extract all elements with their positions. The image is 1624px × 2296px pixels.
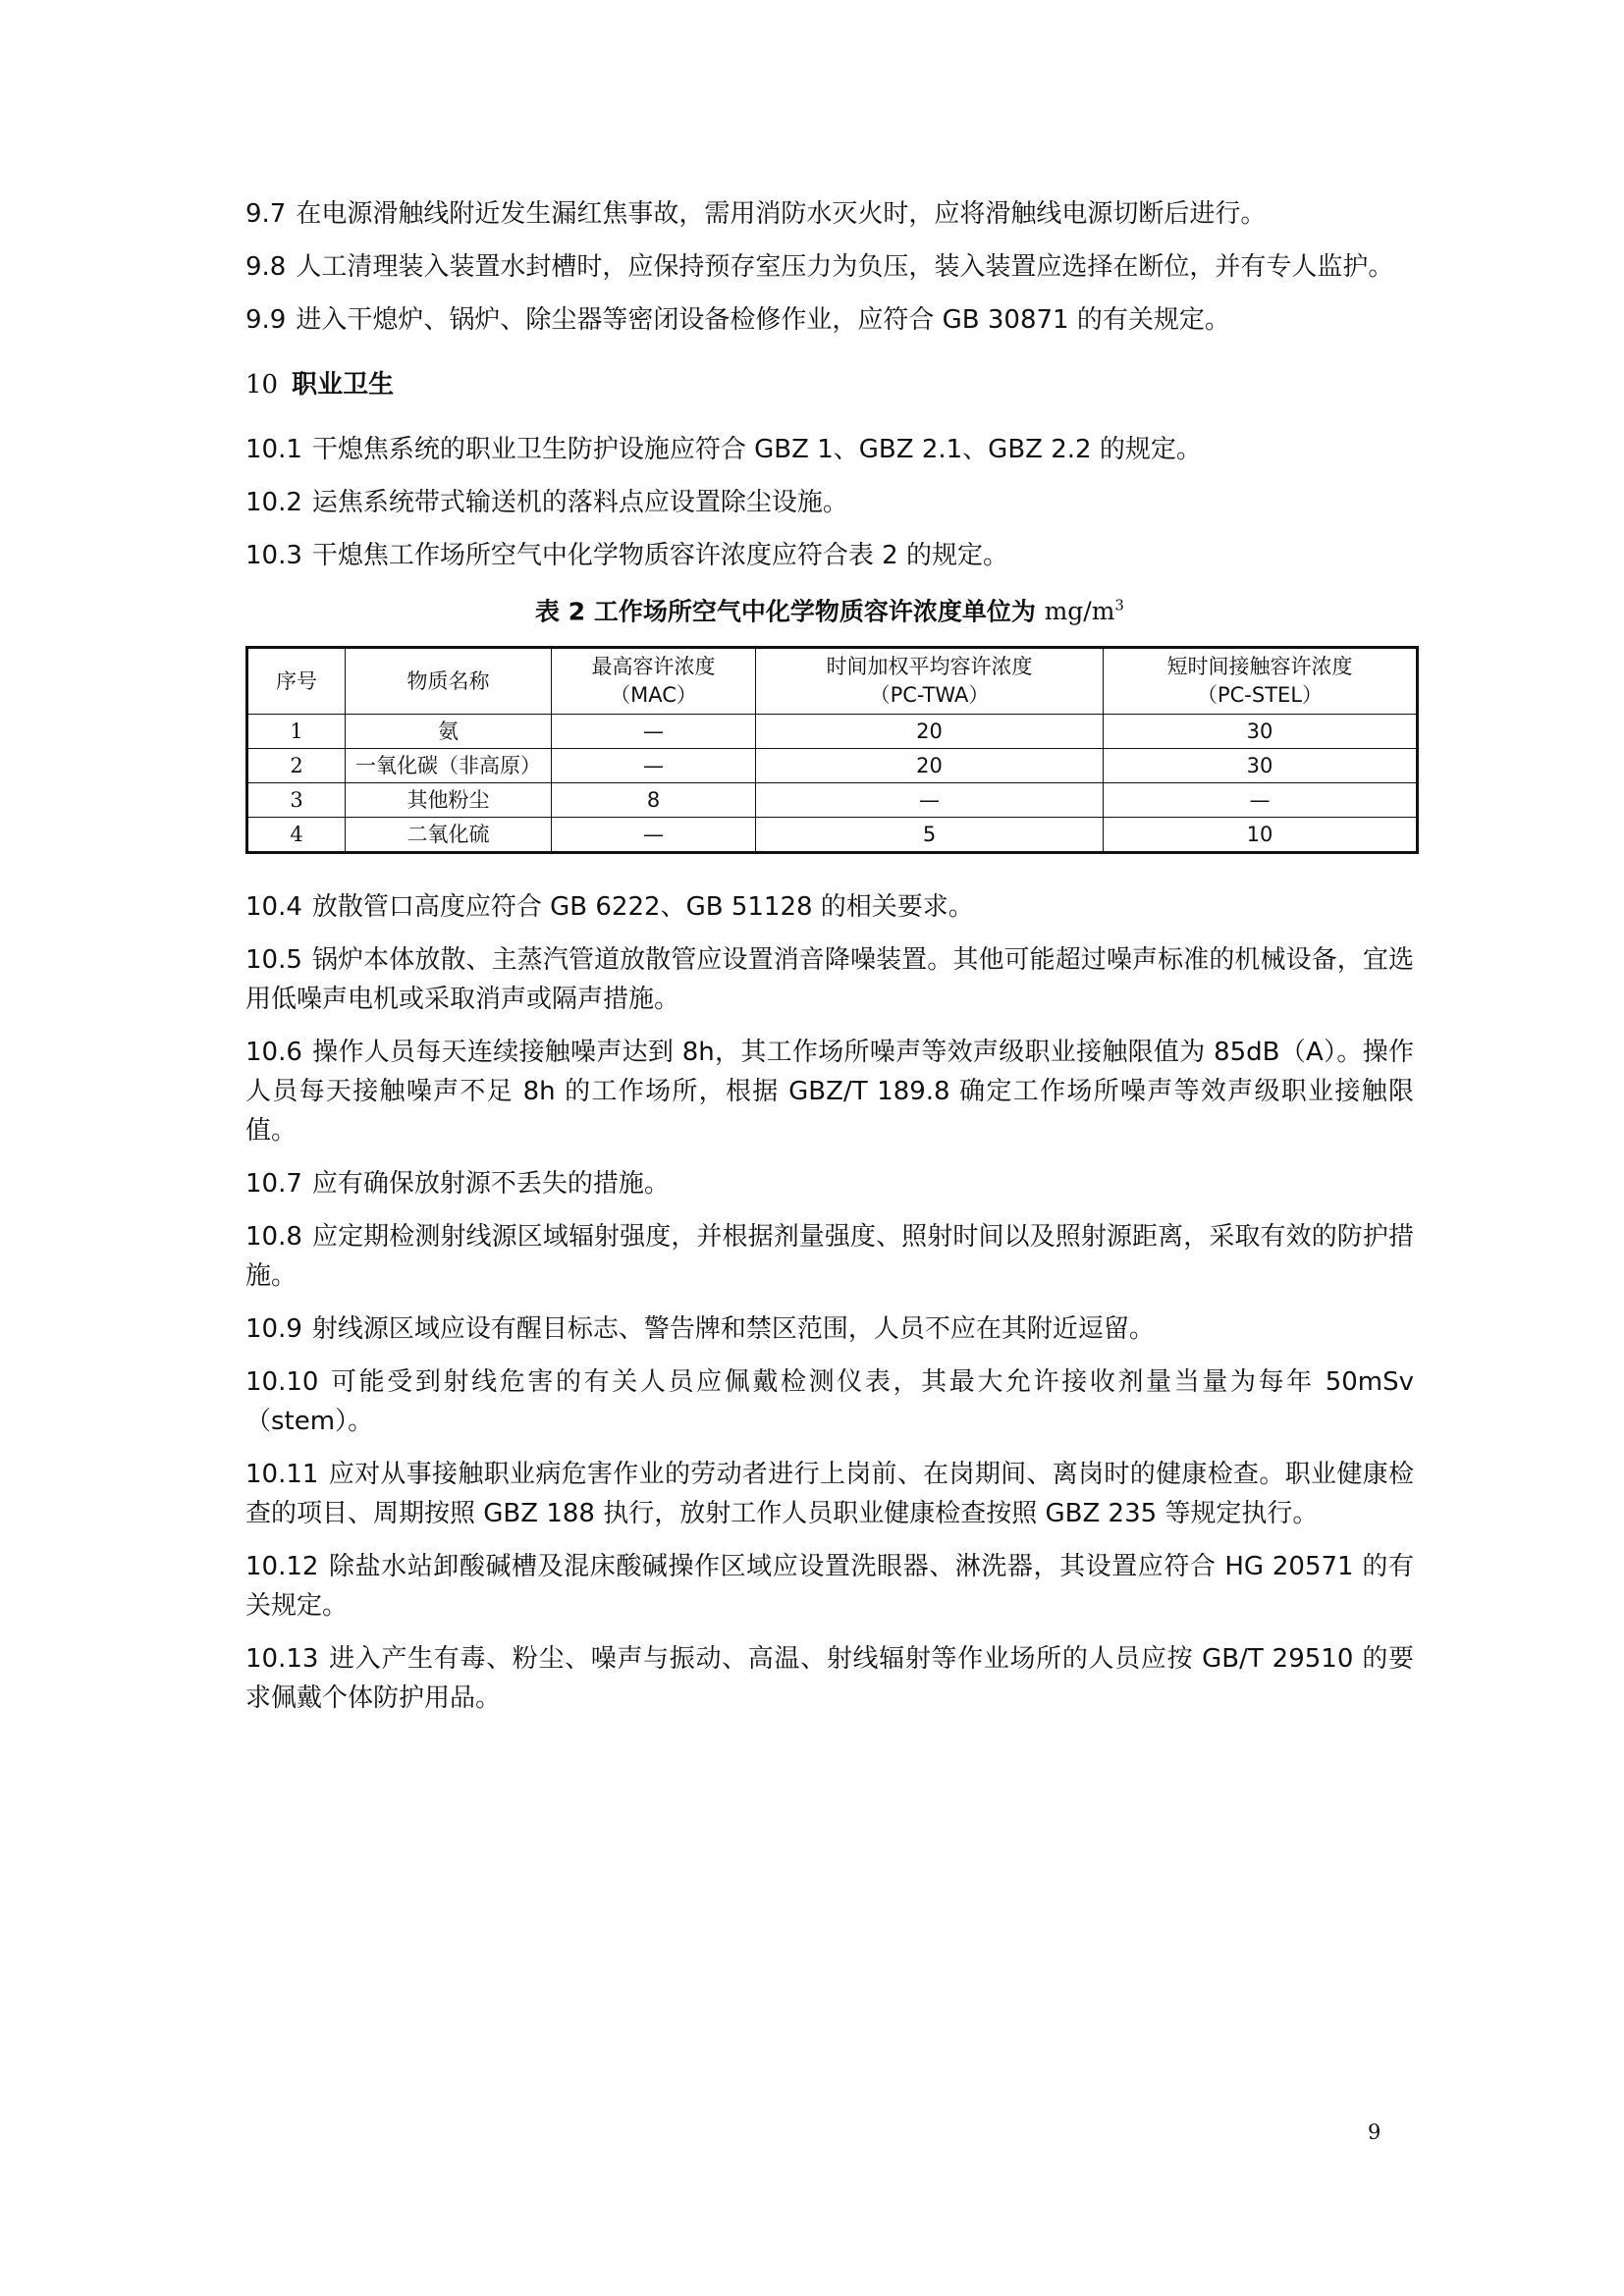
clause-number: 9.8 — [245, 252, 287, 282]
clause-9-8 — [245, 247, 1414, 287]
cell-substance-name: 氨 — [346, 715, 552, 749]
section-number: 10 — [245, 370, 279, 400]
clause-10-13 — [245, 1639, 1414, 1718]
cell-pc-stel: — — [1104, 783, 1418, 818]
header-pc-stel: 短时间接触容许浓度 （PC-STEL） — [1104, 648, 1418, 715]
clause-text: 锅炉本体放散、主蒸汽管道放散管应设置消音降噪装置。其他可能超过噪声标准的机械设备，宜选用低噪声电机或采取消声或隔声措施。 — [245, 945, 1414, 1015]
clause-text: 除盐水站卸酸碱槽及混床酸碱操作区域应设置洗眼器、淋洗器，其设置应符合 HG 20571 的有关规定。 — [245, 1552, 1415, 1622]
header-pc-twa: 时间加权平均容许浓度 （PC-TWA） — [756, 648, 1104, 715]
cell-pc-twa: — — [756, 783, 1104, 818]
clause-10-4 — [245, 887, 1414, 927]
clause-10-5 — [245, 940, 1414, 1019]
cell-pc-stel: 30 — [1104, 715, 1418, 749]
cell-pc-twa: 5 — [756, 818, 1104, 853]
clause-10-3 — [245, 536, 1414, 575]
clause-text: 应有确保放射源不丢失的措施。 — [311, 1169, 670, 1200]
cell-mac: 8 — [552, 783, 756, 818]
clause-number: 10.7 — [245, 1169, 302, 1200]
clause-text: 在电源滑触线附近发生漏红焦事故，需用消防水灭火时，应将滑触线电源切断后进行。 — [296, 199, 1267, 229]
clause-number: 10.9 — [245, 1314, 302, 1345]
clause-10-11 — [245, 1455, 1414, 1533]
clause-9-7 — [245, 194, 1414, 234]
cell-mac: — — [552, 715, 756, 749]
page-number: 9 — [1368, 2120, 1381, 2144]
header-serial-no: 序号 — [247, 648, 346, 715]
clause-10-12 — [245, 1547, 1414, 1626]
clause-number: 10.8 — [245, 1222, 302, 1253]
clause-10-1 — [245, 430, 1414, 469]
clause-text: 应对从事接触职业病危害作业的劳动者进行上岗前、在岗期间、离岗时的健康检查。职业健康检查的项目、周期按照 GBZ 188 执行，放射工作人员职业健康检查按照 GBZ 235 等规定执行。 — [245, 1460, 1414, 1529]
clause-text: 操作人员每天连续接触噪声达到 8h，其工作场所噪声等效声级职业接触限值为 85dB（A）。操作人员每天接触噪声不足 8h 的工作场所，根据 GBZ/T 189.8 确定工作场所噪声等效声级职业接触限值。 — [245, 1038, 1414, 1147]
clause-10-6 — [245, 1033, 1414, 1150]
concentration-table — [245, 646, 1419, 854]
table-row — [247, 715, 1418, 749]
clause-number: 9.7 — [245, 199, 287, 229]
clause-text: 运焦系统带式输送机的落料点应设置除尘设施。 — [311, 488, 848, 517]
cell-substance-name: 其他粉尘 — [346, 783, 552, 818]
cell-pc-twa: 20 — [756, 749, 1104, 783]
clause-number: 10.12 — [245, 1552, 319, 1582]
cell-substance-name: 一氧化碳（非高原） — [346, 749, 552, 783]
table-caption — [245, 589, 1414, 628]
table-caption-unit: $mg/m^3$ — [1044, 597, 1124, 626]
clause-text: 射线源区域应设有醒目标志、警告牌和禁区范围，人员不应在其附近逗留。 — [311, 1314, 1155, 1345]
cell-mac: — — [552, 818, 756, 853]
cell-pc-stel: 30 — [1104, 749, 1418, 783]
table-header-row — [247, 648, 1418, 715]
table-row — [247, 749, 1418, 783]
clause-text: 放散管口高度应符合 GB 6222、GB 51128 的相关要求。 — [311, 892, 974, 923]
section-title: 职业卫生 — [292, 370, 395, 400]
clause-number: 10.10 — [245, 1367, 319, 1398]
clause-10-9 — [245, 1309, 1414, 1349]
clause-text: 进入干熄炉、锅炉、除尘器等密闭设备检修作业，应符合 GB 30871 的有关规定。 — [296, 305, 1230, 335]
clause-10-7 — [245, 1164, 1414, 1203]
clause-number: 10.3 — [245, 541, 302, 570]
cell-serial-no: 2 — [247, 749, 346, 783]
cell-pc-twa: 20 — [756, 715, 1104, 749]
clause-number: 10.5 — [245, 945, 302, 976]
clause-text: 应定期检测射线源区域辐射强度，并根据剂量强度、照射时间以及照射源距离，采取有效的防护措施。 — [245, 1222, 1414, 1292]
clause-10-8 — [245, 1217, 1414, 1296]
clause-number: 10.6 — [245, 1038, 302, 1068]
header-substance-name: 物质名称 — [346, 648, 552, 715]
clause-text: 可能受到射线危害的有关人员应佩戴检测仪表，其最大允许接收剂量当量为每年 50mSv（stem）。 — [245, 1367, 1414, 1437]
cell-serial-no: 1 — [247, 715, 346, 749]
clause-text: 干熄焦系统的职业卫生防护设施应符合 GBZ 1、GBZ 2.1、GBZ 2.2 的规定。 — [311, 435, 1202, 464]
clause-text: 人工清理装入装置水封槽时，应保持预存室压力为负压，装入装置应选择在断位，并有专人监护。 — [296, 252, 1394, 282]
table-row — [247, 783, 1418, 818]
clause-number: 10.4 — [245, 892, 302, 923]
cell-mac: — — [552, 749, 756, 783]
cell-serial-no: 4 — [247, 818, 346, 853]
cell-substance-name: 二氧化硫 — [346, 818, 552, 853]
section-heading-10 — [245, 365, 1414, 404]
cell-serial-no: 3 — [247, 783, 346, 818]
clause-text: 干熄焦工作场所空气中化学物质容许浓度应符合表 2 的规定。 — [311, 541, 1008, 570]
clause-number: 9.9 — [245, 305, 287, 335]
clause-number: 10.13 — [245, 1644, 319, 1675]
clause-10-10 — [245, 1362, 1414, 1441]
clause-text: 进入产生有毒、粉尘、噪声与振动、高温、射线辐射等作业场所的人员应按 GB/T 29510 的要求佩戴个体防护用品。 — [245, 1644, 1414, 1714]
clause-9-9 — [245, 300, 1414, 340]
clause-10-2 — [245, 483, 1414, 522]
table-caption-text: 表 2 工作场所空气中化学物质容许浓度单位为 — [535, 597, 1036, 626]
header-mac: 最高容许浓度 （MAC） — [552, 648, 756, 715]
clause-number: 10.1 — [245, 435, 302, 464]
table-row — [247, 818, 1418, 853]
document-page — [245, 194, 1414, 1732]
clause-number: 10.11 — [245, 1460, 319, 1490]
cell-pc-stel: 10 — [1104, 818, 1418, 853]
clause-number: 10.2 — [245, 488, 302, 517]
